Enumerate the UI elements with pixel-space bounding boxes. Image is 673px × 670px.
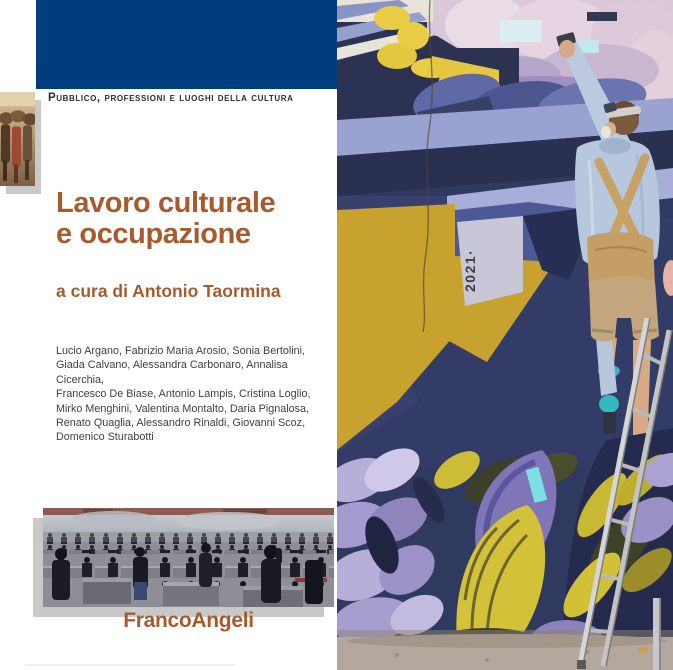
footer-divider: [25, 664, 235, 666]
header-band: [36, 0, 337, 89]
authors-line: Giada Calvano, Alessandra Carbonaro, Annalisa Cicerchia,: [56, 359, 288, 386]
book-title-line1: Lavoro culturale: [56, 187, 276, 219]
authors-line: Francesco De Biase, Antonio Lampis, Cristina Loglio,: [56, 388, 311, 401]
mural-photo: [337, 0, 673, 670]
authors-line: Renato Quaglia, Alessandro Rinaldi, Giovanni Scoz,: [56, 417, 306, 430]
painting-thumbnail: [0, 92, 35, 186]
series-title: Pubblico, professioni e luoghi della cultura: [48, 92, 294, 104]
authors-line: Domenico Sturabotti: [56, 431, 154, 444]
book-title: [56, 188, 336, 250]
authors-list: [56, 344, 336, 445]
crowd-photo-art: [43, 508, 334, 607]
mural-signature-year: 2021·: [462, 248, 478, 292]
publisher-logo-text: FrancoAngeli: [123, 609, 254, 632]
painting-thumbnail-art: [0, 92, 35, 186]
authors-line: Mirko Menghini, Valentina Montalto, Daria Pignalosa,: [56, 402, 310, 415]
crowd-photo: [43, 508, 334, 607]
authors-line: Lucio Argano, Fabrizio Maria Arosio, Sonia Bertolini,: [56, 345, 306, 357]
curator-line: a cura di Antonio Taormina: [56, 281, 281, 301]
mural-photo-art: [337, 0, 673, 670]
book-title-line2: e occupazione: [56, 218, 251, 250]
